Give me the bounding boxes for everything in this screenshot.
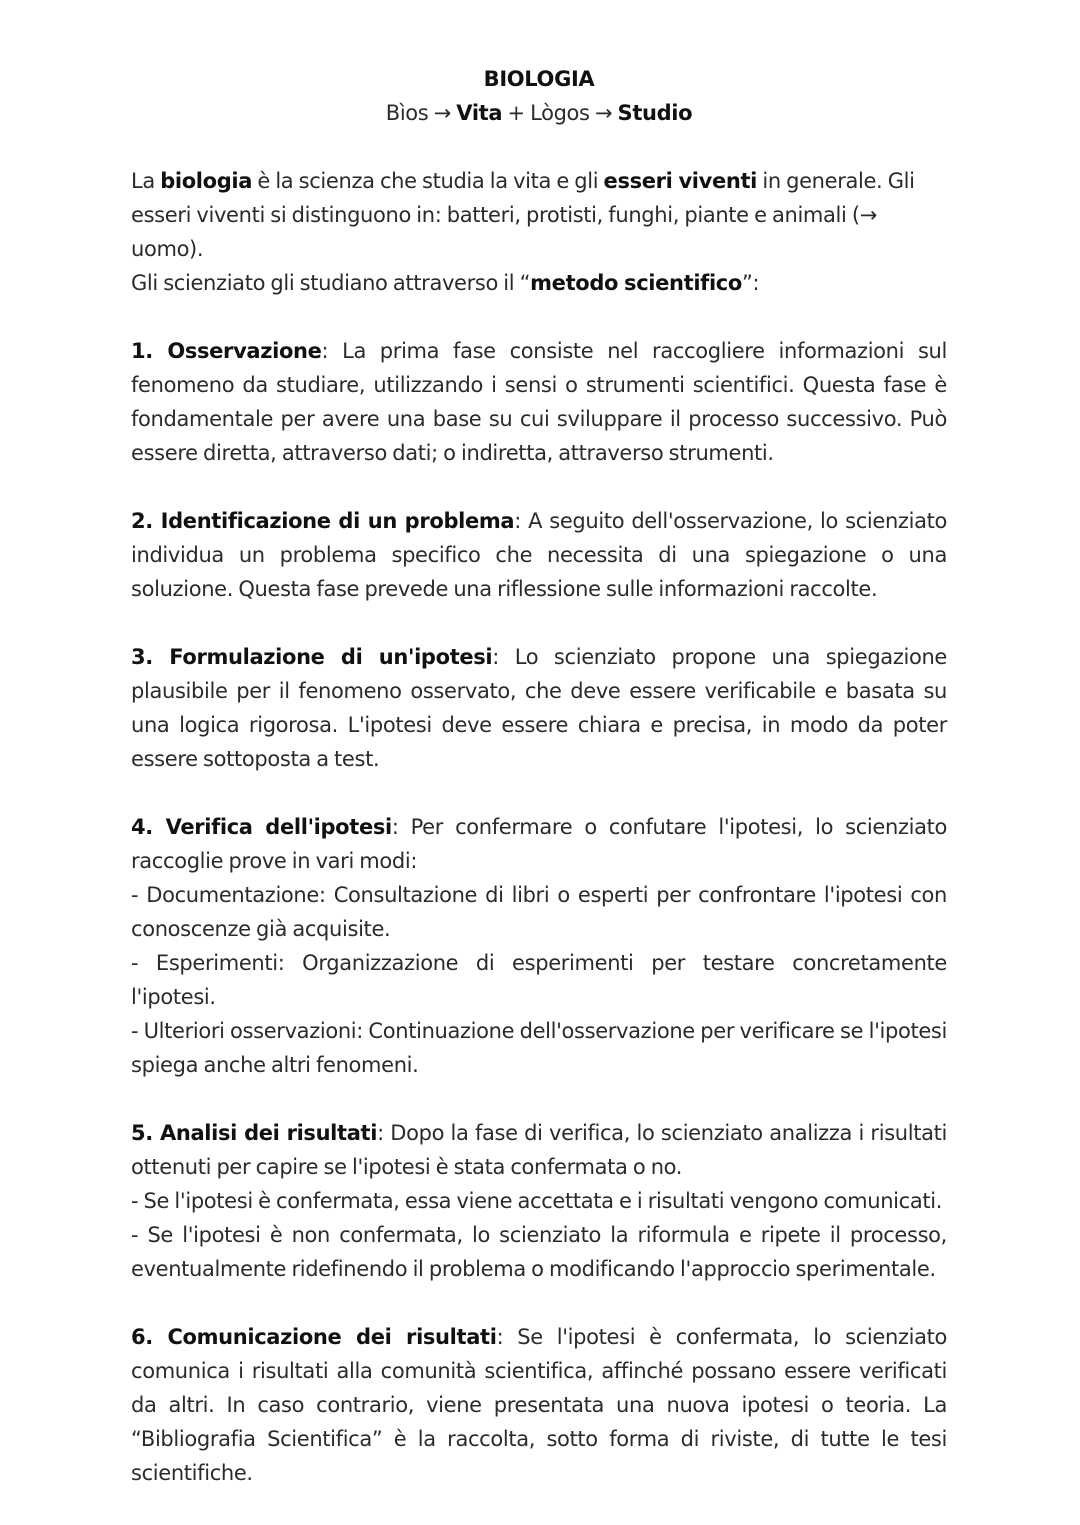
step-5-paragraph [131,1116,947,1184]
step-comunicazione [131,1320,947,1490]
step-1-paragraph [131,334,947,470]
step-2-paragraph [131,504,947,606]
intro-bold-esseri-viventi: esseri viventi [603,169,758,193]
step-verifica [131,810,947,1082]
step-analisi [131,1116,947,1286]
intro-text-2: è la scienza che studia la vita e gli [252,169,604,193]
step-6-heading: 6. Comunicazione dei risultati [131,1325,497,1349]
intro-text-5: ”: [742,271,760,295]
step-identificazione [131,504,947,606]
intro-line-2 [131,266,947,300]
etymology-line [131,96,947,130]
step-3-heading: 3. Formulazione di un'ipotesi [131,645,493,669]
document-page [131,62,947,1490]
step-4-bullet-osservazioni: - Ulteriori osservazioni: Continuazione dell'osservazione per verificare se l'ipotesi spiega anche altri fenomeni. [131,1019,947,1077]
step-5-bullet-confermata: - Se l'ipotesi è confermata, essa viene accettata e i risultati vengono comunicati. [131,1189,943,1213]
step-osservazione [131,334,947,470]
page-title: BIOLOGIA [483,67,595,91]
etymology-part1: Bìos → [385,101,457,125]
intro-bold-biologia: biologia [160,169,253,193]
step-3-paragraph [131,640,947,776]
step-4-bullet-documentazione: - Documentazione: Consultazione di libri o esperti per confrontare l'ipotesi con conoscenze già acquisite. [131,883,947,941]
etymology-vita: Vita [456,101,503,125]
step-2-text: : A seguito dell'osservazione, lo scienziato individua un problema specifico che necessita di una spiegazione o una soluzione. Questa fase prevede una riflessione sulle informazioni raccolte. [131,509,947,601]
step-1-text: : La prima fase consiste nel raccogliere informazioni sul fenomeno da studiare, utilizzando i sensi o strumenti scientifici. Questa fase è fondamentale per avere una base su cui sviluppare il processo successivo. Può essere diretta, attraverso dati; o indiretta, attraverso strumenti. [131,339,947,465]
step-4-text: : Per confermare o confutare l'ipotesi, lo scienziato raccoglie prove in vari modi: [131,815,947,873]
intro-text-3: in generale. Gli esseri viventi si distinguono in: batteri, protisti, funghi, piante e animali (→ uomo). [131,169,915,261]
step-2-heading: 2. Identificazione di un problema [131,509,515,533]
intro-line-1 [131,164,947,266]
step-5-bullet-non-confermata: - Se l'ipotesi è non confermata, lo scienziato la riformula e ripete il processo, eventualmente ridefinendo il problema o modificando l'approccio sperimentale. [131,1223,947,1281]
step-4-heading: 4. Verifica dell'ipotesi [131,815,392,839]
step-6-paragraph [131,1320,947,1490]
step-3-text: : Lo scienziato propone una spiegazione plausibile per il fenomeno osservato, che deve essere verificabile e basata su una logica rigorosa. L'ipotesi deve essere chiara e precisa, in modo da poter essere sottoposta a test. [131,645,947,771]
intro-bold-metodo: metodo scientifico [530,271,742,295]
step-6-text: : Se l'ipotesi è confermata, lo scienziato comunica i risultati alla comunità scientifica, affinché possano essere verificati da altri. In caso contrario, viene presentata una nuova ipotesi o teoria. La “Bibliografia Scientifica” è la raccolta, sotto forma di riviste, di tutte le tesi scientifiche. [131,1325,947,1485]
step-5-text: : Dopo la fase di verifica, lo scienziato analizza i risultati ottenuti per capire se l'ipotesi è stata confermata o no. [131,1121,947,1179]
etymology-studio: Studio [617,101,693,125]
intro-text-1: La [131,169,161,193]
step-formulazione [131,640,947,776]
step-5-heading: 5. Analisi dei risultati [131,1121,378,1145]
intro-text-4: Gli scienziato gli studiano attraverso il “ [131,271,531,295]
step-4-bullet-esperimenti: - Esperimenti: Organizzazione di esperimenti per testare concretamente l'ipotesi. [131,951,947,1009]
step-1-heading: 1. Osservazione [131,339,322,363]
intro-paragraph [131,164,947,300]
step-4-paragraph [131,810,947,878]
etymology-part2: + Lògos → [502,101,618,125]
